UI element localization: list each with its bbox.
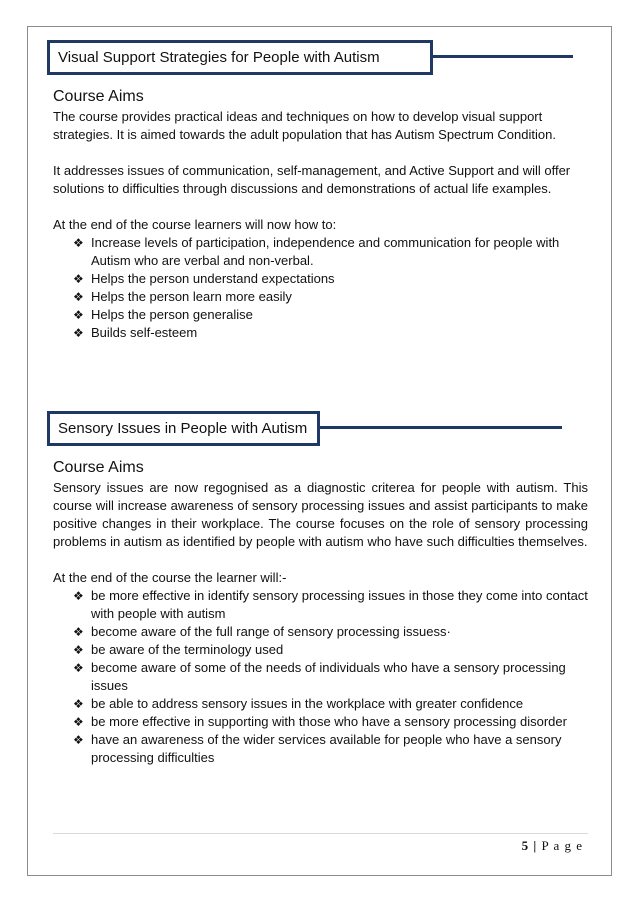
list-intro: At the end of the course learners will now how to:	[53, 217, 337, 232]
course-aims-heading: Course Aims	[53, 88, 144, 105]
list-item: ❖ Helps the person generalise	[73, 307, 253, 322]
section-sensory-issues	[53, 459, 588, 767]
list-item: ❖ Helps the person learn more easily	[73, 289, 292, 304]
diamond-bullet-icon: ❖	[73, 290, 84, 304]
outcomes-list	[53, 587, 588, 767]
diamond-bullet-icon: ❖	[73, 697, 84, 711]
page-separator: |	[533, 838, 538, 853]
section-visual-support	[53, 88, 588, 342]
list-item: ❖ be able to address sensory issues in the workplace with greater confidence	[73, 696, 524, 711]
list-item: ❖ Increase levels of participation, independence and communication for people with Autism who are verbal and non-verbal.	[73, 235, 560, 268]
aims-list	[53, 234, 588, 342]
list-intro: At the end of the course the learner will:-	[53, 570, 287, 585]
diamond-bullet-icon: ❖	[73, 625, 84, 639]
diamond-bullet-icon: ❖	[73, 589, 84, 603]
title-accent-line	[433, 55, 573, 58]
list-item: ❖ Builds self-esteem	[73, 325, 198, 340]
paragraph: The course provides practical ideas and techniques on how to develop visual support strategies. It is aimed towards the adult population that has Autism Spectrum Condition.	[53, 109, 556, 142]
list-item: ❖ be more effective in supporting with those who have a sensory processing disorder	[73, 714, 567, 729]
list-item: ❖ be more effective in identify sensory processing issues in those they come into contact with people with autism	[73, 588, 588, 621]
list-item: ❖ become aware of the full range of sensory processing issuess·	[73, 624, 451, 639]
paragraph: Sensory issues are now regognised as a diagnostic criterea for people with autism. This course will increase awareness of sensory processing issues and assist participants to make positive changes in their workplace. The course focuses on the role of sensory processing problems in autism as identified by people with autism who have such difficulties themselves.	[53, 480, 588, 549]
page-footer	[522, 838, 583, 854]
diamond-bullet-icon: ❖	[73, 308, 84, 322]
section-title-sensory-issues	[47, 411, 320, 446]
page-label: P a g e	[541, 838, 583, 853]
list-item: ❖ have an awareness of the wider services available for people who have a sensory processing difficulties	[73, 732, 562, 765]
list-item: ❖ be aware of the terminology used	[73, 642, 284, 657]
diamond-bullet-icon: ❖	[73, 326, 84, 340]
diamond-bullet-icon: ❖	[73, 236, 84, 250]
list-item: ❖ Helps the person understand expectations	[73, 271, 335, 286]
section-title-visual-support	[47, 40, 433, 75]
course-aims-heading: Course Aims	[53, 459, 144, 476]
diamond-bullet-icon: ❖	[73, 733, 84, 747]
list-item: ❖ become aware of some of the needs of individuals who have a sensory processing issues	[73, 660, 566, 693]
section-title-text: Sensory Issues in People with Autism	[58, 420, 308, 437]
diamond-bullet-icon: ❖	[73, 272, 84, 286]
diamond-bullet-icon: ❖	[73, 643, 84, 657]
footer-divider	[53, 833, 588, 834]
title-accent-line	[320, 426, 562, 429]
page-number: 5	[521, 838, 530, 853]
diamond-bullet-icon: ❖	[73, 661, 84, 675]
paragraph: It addresses issues of communication, self-management, and Active Support and will offer solutions to difficulties through discussions and demonstrations of actual life examples.	[53, 163, 571, 196]
section-title-text: Visual Support Strategies for People with Autism	[58, 49, 380, 66]
diamond-bullet-icon: ❖	[73, 715, 84, 729]
